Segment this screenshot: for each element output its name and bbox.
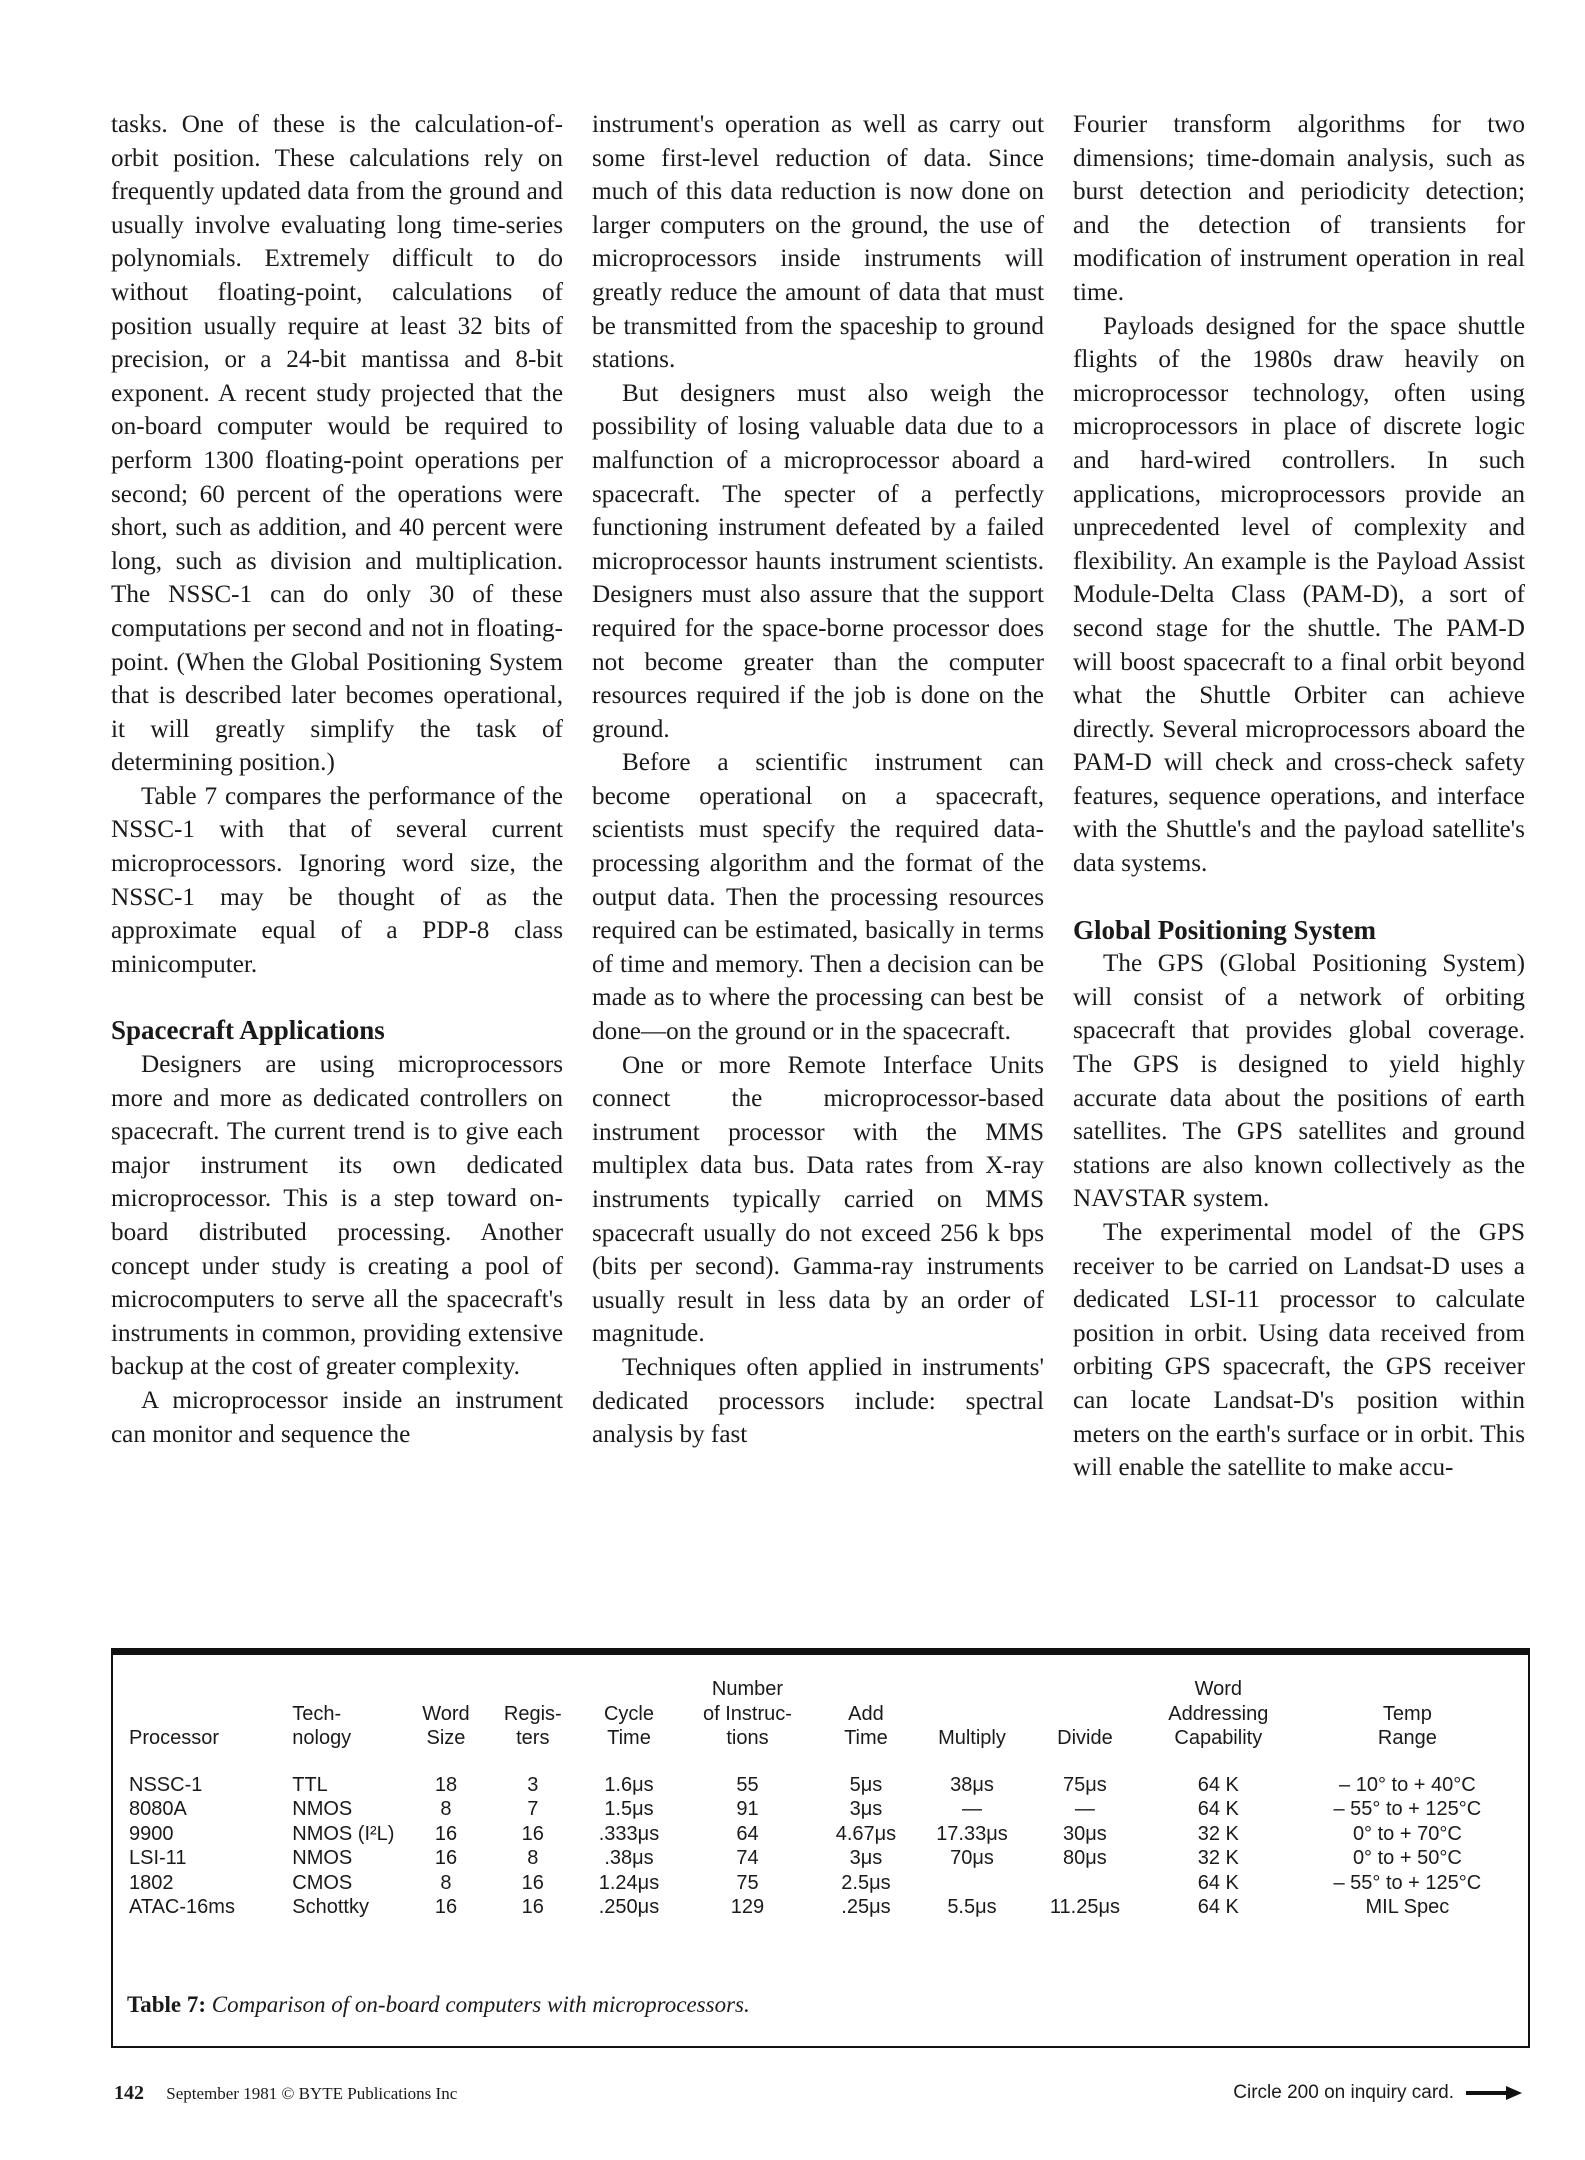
- page-footer: [114, 2082, 457, 2105]
- column-header: [580, 1677, 678, 1773]
- inquiry-text: Circle 200 on inquiry card.: [1233, 2082, 1454, 2103]
- table-cell: 16: [434, 1822, 458, 1845]
- table-row: [125, 1846, 1519, 1871]
- table-cell: 8: [440, 1871, 452, 1894]
- table-cell: .25μs: [841, 1896, 891, 1918]
- column-header-line: Size: [426, 1727, 466, 1749]
- table-cell: TTL: [292, 1773, 328, 1796]
- table-cell: 1.6μs: [604, 1773, 654, 1796]
- table-cell: 18: [434, 1773, 458, 1796]
- text-column-3: [1073, 108, 1525, 1618]
- table-cell: 1802: [129, 1871, 174, 1894]
- table-cell: 7: [527, 1798, 539, 1820]
- table-cell: – 10° to + 40°C: [1339, 1773, 1476, 1796]
- table-cell: NMOS: [292, 1847, 353, 1869]
- table-cell: 0° to + 70°C: [1352, 1822, 1462, 1845]
- table-cell: 4.67μs: [835, 1822, 897, 1845]
- table-cell: 64 K: [1197, 1896, 1239, 1918]
- column-header-line: Word: [1194, 1678, 1242, 1700]
- column-header: [486, 1677, 580, 1773]
- table-cell: 5μs: [849, 1773, 883, 1796]
- table-cell: 64: [736, 1822, 759, 1845]
- paragraph: instrument's operation as well as carry out some first-level reduction of data. Since much of this data reduction is now done on larger computers on the ground, the use of microprocessors inside instruments will greatly reduce the amount of data that must be transmitted from the spaceship to ground stations.: [592, 111, 1044, 374]
- page-number: 142: [114, 2082, 144, 2104]
- table-cell: 16: [434, 1847, 458, 1869]
- table-caption: [127, 1992, 750, 2018]
- table-row: [125, 1773, 1519, 1798]
- table-cell: 32 K: [1197, 1847, 1239, 1869]
- paragraph: Techniques often applied in instruments' dedicated processors include: spectral analysis by fast: [592, 1353, 1044, 1449]
- table-row: [125, 1797, 1519, 1822]
- table-caption-label: Table 7:: [127, 1992, 207, 2017]
- table-cell: 64 K: [1197, 1798, 1239, 1820]
- column-header-line: Addressing: [1168, 1702, 1269, 1725]
- text-column-2: [592, 108, 1044, 1618]
- table-row: [125, 1822, 1519, 1847]
- column-header-line: Capability: [1174, 1727, 1263, 1749]
- table-cell: 91: [736, 1798, 759, 1820]
- article-columns: [111, 108, 1525, 1618]
- paragraph: One or more Remote Interface Units connect the microprocessor-based instrument processor with the MMS multiplex data bus. Data rates from X-ray instruments typically carried on MMS spacecraft usually do not exceed 256 k bps (bits per second). Gamma-ray instruments usually result in less data by an order of magnitude.: [592, 1051, 1044, 1348]
- table-7-box: [111, 1648, 1530, 2048]
- column-header-line: Add: [848, 1702, 884, 1725]
- table-cell: .333μs: [598, 1822, 660, 1845]
- table-cell: 16: [521, 1896, 544, 1918]
- table-cell: NMOS (I²L): [292, 1822, 395, 1845]
- table-cell: 70μs: [950, 1847, 994, 1869]
- table-cell: 3μs: [849, 1798, 883, 1820]
- table-cell: 11.25μs: [1049, 1896, 1120, 1918]
- table-cell: .250μs: [598, 1896, 660, 1918]
- table-cell: —: [1074, 1798, 1095, 1820]
- paragraph: Table 7 compares the performance of the NSSC-1 with that of several current microprocessors. Ignoring word size, the NSSC-1 may be thought of as the approximate equal of a PDP-8 class minicomputer.: [111, 782, 563, 978]
- column-header: [406, 1677, 485, 1773]
- table-cell: 3μs: [849, 1847, 883, 1869]
- column-header: [125, 1677, 288, 1773]
- paragraph: Payloads designed for the space shuttle flights of the 1980s draw heavily on microprocessor technology, often using microprocessors in place of discrete logic and hard-wired controllers. In such applications, microprocessors provide an unprecedented level of complexity and flexibility. An example is the Payload Assist Module-Delta Class (PAM-D), a sort of second stage for the shuttle. The PAM-D will boost spacecraft to a final orbit beyond what the Shuttle Orbiter can achieve directly. Several microprocessors aboard the PAM-D will check and cross-check safety features, sequence operations, and interface with the Shuttle's and the payload satellite's data systems.: [1073, 312, 1525, 878]
- text-column-1: [111, 108, 563, 1618]
- column-header: [288, 1677, 406, 1773]
- table-row: [125, 1871, 1519, 1896]
- column-header: [678, 1677, 817, 1773]
- section-heading: Spacecraft Applications: [111, 1015, 385, 1046]
- table-cell: 8: [527, 1847, 539, 1869]
- column-header: [1141, 1677, 1296, 1773]
- column-header: [1029, 1677, 1141, 1773]
- column-header-line: Regis-: [503, 1702, 562, 1725]
- paragraph: A microprocessor inside an instrument can monitor and sequence the: [111, 1386, 563, 1448]
- column-header: [915, 1677, 1029, 1773]
- table-row: [125, 1895, 1519, 1920]
- table-cell: – 55° to + 125°C: [1333, 1798, 1482, 1820]
- table-cell: NMOS: [292, 1798, 353, 1820]
- comparison-table: [125, 1677, 1519, 1920]
- table-cell: – 55° to + 125°C: [1333, 1871, 1482, 1894]
- table-cell: 38μs: [950, 1773, 994, 1796]
- table-caption-text: Comparison of on-board computers with microprocessors.: [211, 1992, 750, 2017]
- table-cell: 64 K: [1197, 1773, 1239, 1796]
- table-cell: 3: [527, 1773, 539, 1796]
- column-header-line: ters: [516, 1727, 550, 1749]
- column-header: [1296, 1677, 1519, 1773]
- table-cell: 55: [736, 1773, 759, 1796]
- column-header-line: Word: [422, 1702, 470, 1725]
- table-cell: 129: [730, 1896, 765, 1918]
- paragraph: The GPS (Global Positioning System) will consist of a network of orbiting spacecraft that provides global coverage. The GPS is designed to yield highly accurate data about the positions of earth satellites. The GPS satellites and ground stations are also known collectively as the NAVSTAR system.: [1073, 950, 1525, 1213]
- table-cell: 80μs: [1063, 1847, 1107, 1869]
- table-cell: [915, 1871, 1029, 1896]
- paragraph: tasks. One of these is the calculation-of-orbit position. These calculations rely on frequently updated data from the ground and usually involve evaluating long time-series polynomials. Extremely difficult to do without floating-point, calculations of position usually require at least 32 bits of precision, or a 24-bit mantissa and 8-bit exponent. A recent study projected that the on-board computer would be required to perform 1300 floating-point operations per second; 60 percent of the operations were short, such as addition, and 40 percent were long, such as division and multiplication. The NSSC-1 can do only 30 of these computations per second and not in floating-point. (When the Global Positioning System that is described later becomes operational, it will greatly simplify the task of determining position.): [111, 111, 563, 777]
- table-cell: NSSC-1: [129, 1773, 203, 1796]
- column-header-line: tions: [726, 1727, 769, 1749]
- table-cell: 16: [521, 1822, 544, 1845]
- column-header-line: Divide: [1057, 1727, 1113, 1749]
- table-cell: 75: [736, 1871, 759, 1894]
- column-header-line: Number: [711, 1678, 784, 1700]
- table-cell: 8: [440, 1798, 452, 1820]
- table-cell: 8080A: [129, 1798, 187, 1820]
- paragraph: Before a scientific instrument can become operational on a spacecraft, scientists must specify the required data-processing algorithm and the format of the output data. Then the processing resources required can be estimated, basically in terms of time and memory. Then a decision can be made as to where the processing can best be done—on the ground or in the spacecraft.: [592, 749, 1044, 1046]
- table-cell: Schottky: [292, 1896, 369, 1918]
- table-cell: 5.5μs: [947, 1896, 997, 1918]
- column-header-line: Range: [1377, 1727, 1437, 1749]
- paragraph: But designers must also weigh the possibility of losing valuable data due to a malfunction of a microprocessor aboard a spacecraft. The specter of a perfectly functioning instrument defeated by a failed microprocessor haunts instrument scientists. Designers must also assure that the support required for the space-borne processor does not become greater than the computer resources required if the job is done on the ground.: [592, 379, 1044, 743]
- table-cell: 1.5μs: [604, 1798, 654, 1820]
- table-cell: LSI-11: [129, 1847, 187, 1869]
- column-header-line: Temp: [1382, 1702, 1432, 1725]
- column-header-line: nology: [292, 1727, 352, 1749]
- section-heading: Global Positioning System: [1073, 914, 1377, 945]
- paragraph: The experimental model of the GPS receiver to be carried on Landsat-D uses a dedicated LSI-11 processor to calculate position in orbit. Using data received from orbiting GPS spacecraft, the GPS receiver can locate Landsat-D's position within meters on the earth's surface or in orbit. This will enable the satellite to make accu-: [1073, 1219, 1525, 1482]
- table-cell: CMOS: [292, 1871, 353, 1894]
- table-cell: 0° to + 50°C: [1352, 1847, 1462, 1869]
- table-cell: 17.33μs: [936, 1822, 1008, 1845]
- arrow-right-icon: [1466, 2086, 1522, 2100]
- table-cell: ATAC-16ms: [129, 1896, 235, 1918]
- issue-credit: September 1981 © BYTE Publications Inc: [166, 2084, 458, 2103]
- column-header-line: of Instruc-: [702, 1702, 792, 1725]
- column-header-line: Time: [607, 1727, 651, 1749]
- column-header: [817, 1677, 915, 1773]
- table-cell: 1.24μs: [598, 1871, 660, 1894]
- table-header-row: [125, 1677, 1519, 1773]
- table-cell: 30μs: [1063, 1822, 1107, 1845]
- table-cell: 2.5μs: [841, 1871, 891, 1894]
- table-cell: 16: [434, 1896, 458, 1918]
- paragraph: Designers are using microprocessors more and more as dedicated controllers on spacecraft. The current trend is to give each major instrument its own dedicated microprocessor. This is a step toward on-board distributed processing. Another concept under study is creating a pool of microcomputers to serve all the spacecraft's instruments in common, providing extensive backup at the cost of greater complexity.: [111, 1051, 563, 1381]
- column-header-line: Multiply: [938, 1727, 1006, 1749]
- table-body: [125, 1773, 1519, 1920]
- table-cell: 75μs: [1063, 1773, 1107, 1796]
- table-cell: 32 K: [1197, 1822, 1239, 1845]
- inquiry-note: [1233, 2082, 1522, 2104]
- column-header-line: Cycle: [603, 1702, 654, 1725]
- table-cell: .38μs: [604, 1847, 654, 1869]
- table-cell: —: [961, 1798, 982, 1820]
- table-cell: MIL Spec: [1365, 1896, 1450, 1918]
- table-cell: 64 K: [1197, 1871, 1239, 1894]
- table-cell: [1029, 1871, 1141, 1896]
- paragraph: Fourier transform algorithms for two dimensions; time-domain analysis, such as burst detection and periodicity detection; and the detection of transients for modification of instrument operation in real time.: [1073, 111, 1525, 306]
- table-cell: 16: [521, 1871, 544, 1894]
- column-header-line: Processor: [129, 1727, 220, 1749]
- column-header-line: Tech-: [292, 1702, 342, 1725]
- table-cell: 9900: [129, 1822, 174, 1845]
- table-cell: 74: [736, 1847, 759, 1869]
- column-header-line: Time: [844, 1727, 888, 1749]
